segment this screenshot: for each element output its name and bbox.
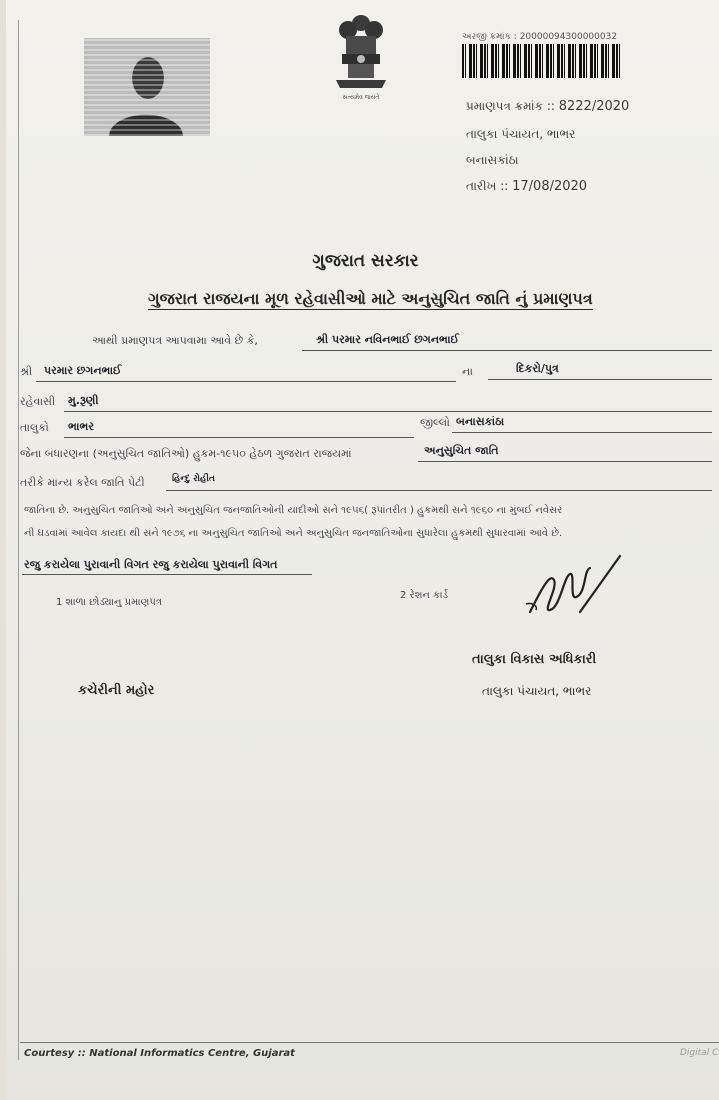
village: મુ.રૂણી [68,394,99,407]
issuing-office: તાલુકા પંચાયત, ભાભર [466,127,576,141]
issue-date-label: તારીખ :: [466,179,509,193]
legal-note-line2: ની ઘડવામાં આવેલ કાયદા થી સને ૧૯૭૬ ના અનુસુચિત જાતિઓ અને અનુસુચિત જનજાતિઓના સુધારેલા હુકમથી સુધારવામાં આવે છે. [24,528,563,539]
shri-label: શ્રી [20,365,33,378]
certificate-number-row [466,99,629,114]
certificate-number: 8222/2020 [558,99,630,114]
barcode [462,44,622,78]
office-stamp-label: કચેરીની મહોર [78,683,155,698]
documents-underline [22,574,312,575]
issued-prefix: આથી પ્રમાણપત્ર આપવામા આવે છે કે, [92,334,258,347]
taluka-underline [64,437,414,438]
document-item: 2 રેશન કાર્ડ [400,590,449,601]
category: અનુસુચિત જાતિ [424,444,499,457]
documents-header: રજુ કરાયેલા પુરાવાની વિગત રજુ કરાયેલા પુરાવાની વિગત [24,558,278,571]
relation-underline [488,379,712,380]
footer-divider [20,1042,719,1043]
caste: હિન્દુ રોહીત [172,474,215,484]
constitution-text: જેના બંધારણના (અનુસુચિત જાતિઓ) હુકમ-૧૯૫૦ હેઠળ ગુજરાત રાજયમાં [20,447,352,460]
district-underline [452,432,712,433]
certificate-heading: ગુજરાત રાજયના મૂળ રહેવાસીઓ માટે અનુસુચિત જાતિ નું પ્રમાણપત્ર [148,289,593,308]
taluka-label: તાલુકો [20,421,49,434]
holder-name: શ્રી પરમાર નવિનભાઈ છગનભાઈ [316,333,460,346]
father-name: પરમાર છગનભાઈ [44,364,122,377]
certificate-page [6,0,719,1100]
na-label: ના [462,365,473,378]
ashoka-emblem-icon [328,14,394,92]
relation: દિકરો/પુત્ર [516,362,559,375]
legal-note-line1: જાતિના છે. અનુસુચિત જાતિઓ અને અનુસુચિત જનજાતિઓની યાદીઓ સને ૧૯૫૬( રૂપાંતરીત ) હુકમથી સને ૧૯૬૦ ના મુંબઈ નવેસર [24,505,563,516]
resident-label: રહેવાસી [20,395,56,408]
page-edge-line [18,20,19,1060]
issuing-district: બનાસકાંઠા [466,153,519,167]
document-item: 1 શાળા છોડ્યાનુ પ્રમાણપત્ર [56,597,162,608]
state-emblem [328,14,394,110]
certificate-number-label: પ્રમાણપત્ર ક્રમાંક :: [466,99,555,113]
courtesy-note: Courtesy :: National Informatics Centre, Gujarat [24,1048,295,1059]
district: બનાસકાંઠા [456,415,505,428]
caste-underline [166,490,712,491]
government-title: ગુજરાત સરકાર [312,251,419,271]
officer-office: તાલુકા પંચાયત, ભાભર [482,684,592,698]
district-label: જીલ્લો [420,416,450,429]
holder-name-underline [302,350,712,351]
recognised-label: તરીકે માન્ય કરેલ જાતિ પેટી [20,476,145,489]
officer-title: તાલુકા વિકાસ અધિકારી [472,652,597,667]
application-number: અરજી ક્રમાંક : 20000094300000032 [462,32,618,42]
officer-signature [520,552,630,632]
issue-date-row [466,179,587,194]
father-name-underline [36,381,456,382]
digital-signature-note: Digital C [680,1048,719,1058]
village-underline [64,411,712,412]
taluka: ભાભર [68,420,94,433]
emblem-motto: સત્યમેવ જયતે [342,94,380,101]
category-underline [418,461,712,462]
applicant-photo [84,38,210,136]
issue-date: 17/08/2020 [512,179,588,194]
